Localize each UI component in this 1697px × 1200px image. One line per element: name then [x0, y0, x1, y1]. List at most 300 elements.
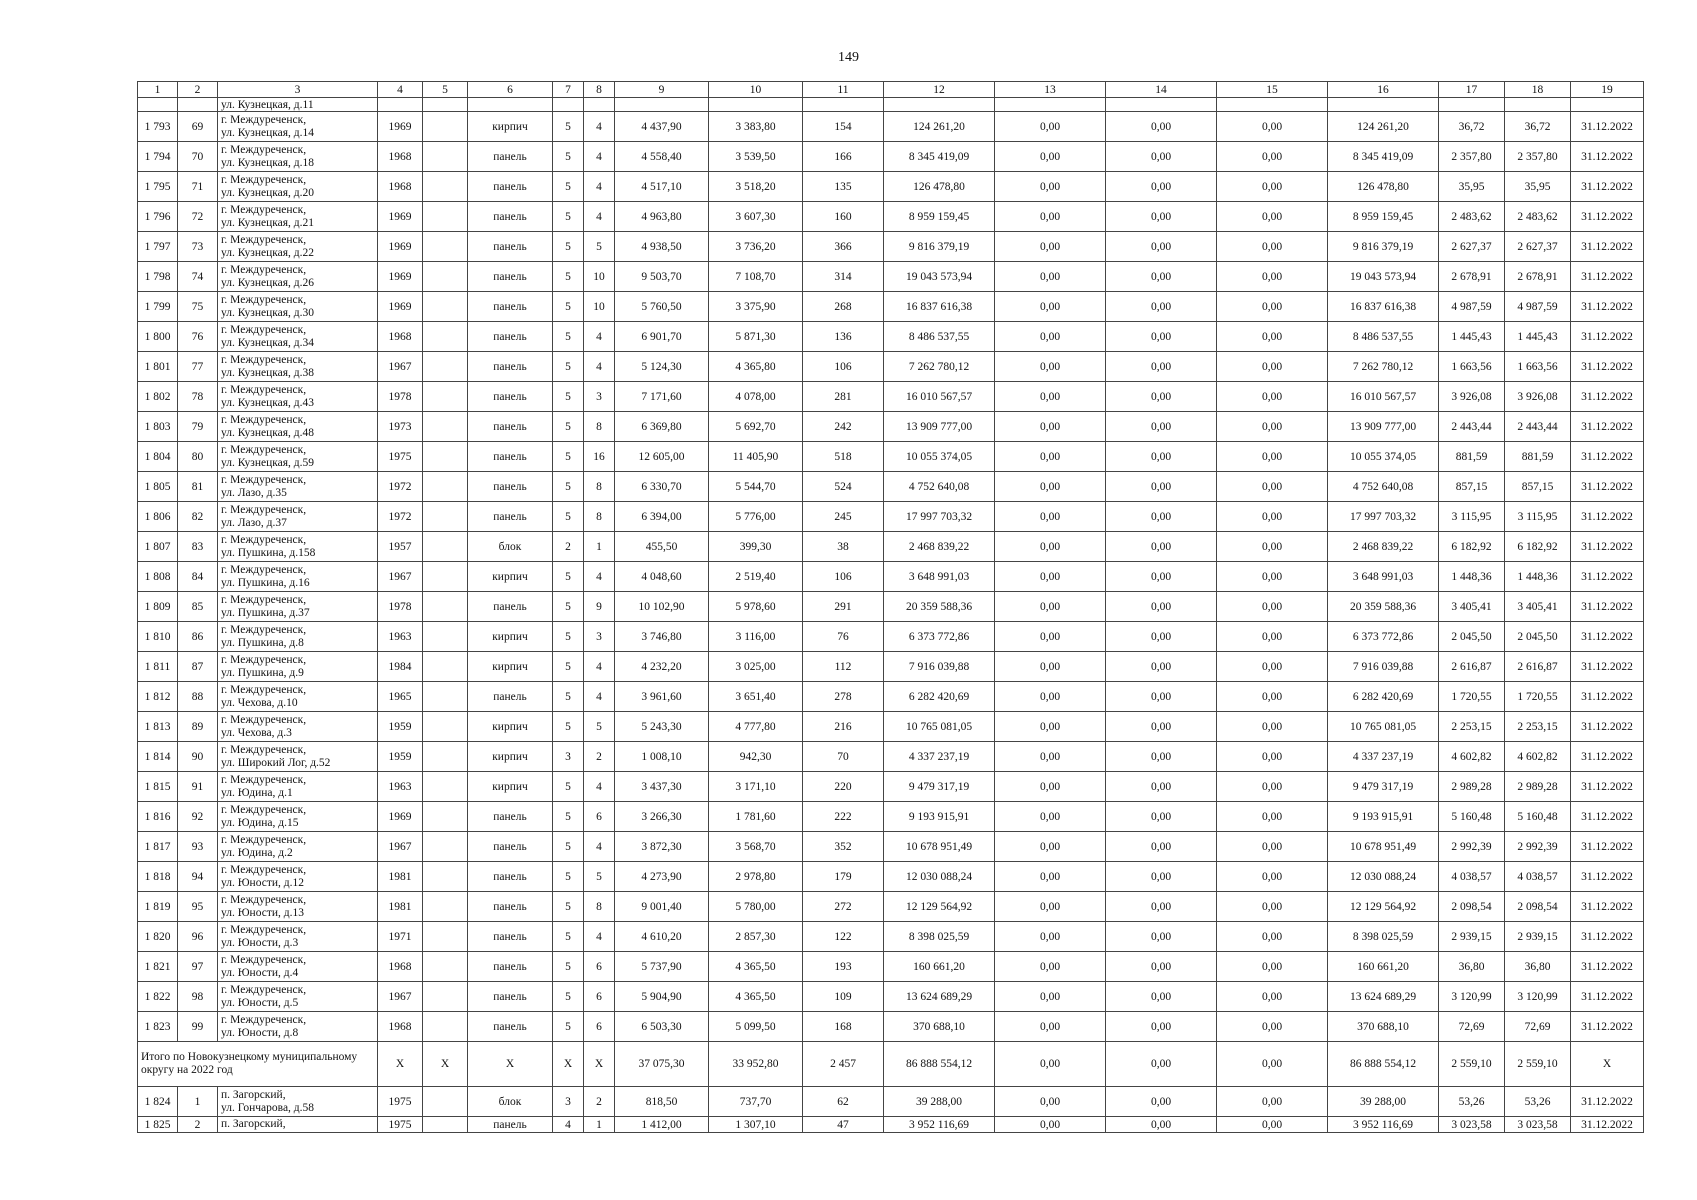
unit-cost-cell: 857,15 — [1439, 472, 1505, 502]
living-area-cell: 7 108,70 — [709, 262, 803, 292]
year-built-cell: 1972 — [378, 502, 423, 532]
local-number-cell: 87 — [178, 652, 218, 682]
floors-cell: 5 — [553, 982, 584, 1012]
wall-material-cell: панель — [468, 862, 553, 892]
total-area-cell: 10 102,90 — [615, 592, 709, 622]
wall-material-cell: панель — [468, 952, 553, 982]
row-number-cell: 1 823 — [138, 1012, 178, 1042]
cost-local-cell: 0,00 — [1217, 262, 1328, 292]
entrances-cell: 9 — [584, 592, 615, 622]
residents-cell: 136 — [803, 322, 884, 352]
cost-local-cell: 0,00 — [1217, 802, 1328, 832]
unit-cost-cell: 2 992,39 — [1439, 832, 1505, 862]
cost-owners-cell: 8 959 159,45 — [1328, 202, 1439, 232]
row-number-cell: 1 793 — [138, 112, 178, 142]
cost-regional-cell: 0,00 — [1106, 892, 1217, 922]
local-number-cell: 79 — [178, 412, 218, 442]
address-city: г. Междуреченск, — [221, 983, 307, 996]
col-5-cell — [423, 1087, 468, 1117]
cost-total-cell: 2 468 839,22 — [884, 532, 995, 562]
unit-cost-cell: 1 663,56 — [1439, 352, 1505, 382]
max-unit-cost-cell: 36,72 — [1505, 112, 1571, 142]
entrances-cell: 3 — [584, 382, 615, 412]
table-row — [138, 1087, 1644, 1117]
address-cell — [218, 1117, 378, 1133]
residents-cell: 106 — [803, 352, 884, 382]
cost-federal-cell: 0,00 — [995, 472, 1106, 502]
total-area-cell: 4 517,10 — [615, 172, 709, 202]
year-built-cell: 1978 — [378, 382, 423, 412]
table-row — [138, 502, 1644, 532]
address-cell — [218, 172, 378, 202]
address-city: г. Междуреченск, — [221, 1013, 307, 1026]
column-number-5: 5 — [423, 82, 468, 98]
cost-regional-cell: 0,00 — [1106, 682, 1217, 712]
cost-federal-cell: 0,00 — [995, 412, 1106, 442]
total-area-cell: 4 610,20 — [615, 922, 709, 952]
table-row — [138, 562, 1644, 592]
deadline-cell: 31.12.2022 — [1571, 682, 1644, 712]
deadline-cell: 31.12.2022 — [1571, 922, 1644, 952]
local-number-cell: 73 — [178, 232, 218, 262]
address-street: ул. Кузнецкая, д.30 — [221, 306, 315, 319]
empty-cell — [1439, 98, 1505, 112]
cost-owners-cell: 126 478,80 — [1328, 172, 1439, 202]
column-number-19: 19 — [1571, 82, 1644, 98]
address-city: г. Междуреченск, — [221, 383, 307, 396]
deadline-cell: 31.12.2022 — [1571, 262, 1644, 292]
address-cell — [218, 442, 378, 472]
cost-federal-cell: 0,00 — [995, 832, 1106, 862]
cost-owners-cell: 8 345 419,09 — [1328, 142, 1439, 172]
address-street: ул. Юности, д.3 — [221, 936, 299, 949]
residents-cell: 122 — [803, 922, 884, 952]
floors-cell: 5 — [553, 112, 584, 142]
deadline-cell: 31.12.2022 — [1571, 472, 1644, 502]
total-area-cell: 4 232,20 — [615, 652, 709, 682]
local-number-cell: 97 — [178, 952, 218, 982]
cost-local-cell: 0,00 — [1217, 322, 1328, 352]
cost-federal-cell: 0,00 — [995, 442, 1106, 472]
wall-material-cell: панель — [468, 922, 553, 952]
max-unit-cost-cell: 2 939,15 — [1505, 922, 1571, 952]
address-cell — [218, 262, 378, 292]
local-number-cell: 72 — [178, 202, 218, 232]
col-5-cell — [423, 292, 468, 322]
cost-regional-cell: 0,00 — [1106, 442, 1217, 472]
empty-cell — [995, 98, 1106, 112]
cost-local-cell: 0,00 — [1217, 382, 1328, 412]
table-row — [138, 1012, 1644, 1042]
unit-cost-cell: 2 989,28 — [1439, 772, 1505, 802]
local-number-cell: 95 — [178, 892, 218, 922]
entrances-cell: 8 — [584, 472, 615, 502]
cost-federal-cell: 0,00 — [995, 502, 1106, 532]
year-built-cell: 1969 — [378, 292, 423, 322]
residents-cell: 268 — [803, 292, 884, 322]
empty-cell — [1106, 98, 1217, 112]
living-area-cell: 3 116,00 — [709, 622, 803, 652]
empty-cell — [615, 98, 709, 112]
max-unit-cost-cell: 2 098,54 — [1505, 892, 1571, 922]
living-area-cell: 1 307,10 — [709, 1117, 803, 1133]
wall-material-cell: панель — [468, 502, 553, 532]
max-unit-cost-cell: 53,26 — [1505, 1087, 1571, 1117]
total-floors-cell: X — [553, 1042, 584, 1087]
cost-federal-cell: 0,00 — [995, 862, 1106, 892]
local-number-cell: 80 — [178, 442, 218, 472]
row-number-cell: 1 811 — [138, 652, 178, 682]
floors-cell: 5 — [553, 652, 584, 682]
deadline-cell: 31.12.2022 — [1571, 172, 1644, 202]
local-number-cell: 88 — [178, 682, 218, 712]
cost-federal-cell: 0,00 — [995, 1012, 1106, 1042]
cost-federal-cell: 0,00 — [995, 922, 1106, 952]
address-city: г. Междуреченск, — [221, 503, 307, 516]
entrances-cell: 6 — [584, 982, 615, 1012]
unit-cost-cell: 1 445,43 — [1439, 322, 1505, 352]
floors-cell: 5 — [553, 832, 584, 862]
row-number-cell: 1 822 — [138, 982, 178, 1012]
housing-register-table — [137, 81, 1644, 1133]
table-row — [138, 712, 1644, 742]
local-number-cell: 74 — [178, 262, 218, 292]
cost-owners-cell: 16 837 616,38 — [1328, 292, 1439, 322]
cost-regional-cell: 0,00 — [1106, 622, 1217, 652]
column-number-18: 18 — [1505, 82, 1571, 98]
residents-cell: 352 — [803, 832, 884, 862]
table-row — [138, 802, 1644, 832]
address-street: ул. Кузнецкая, д.38 — [221, 366, 315, 379]
address-street: ул. Пушкина, д.9 — [221, 666, 304, 679]
residents-cell: 47 — [803, 1117, 884, 1133]
cost-owners-cell: 20 359 588,36 — [1328, 592, 1439, 622]
cost-total-cell: 17 997 703,32 — [884, 502, 995, 532]
entrances-cell: 4 — [584, 352, 615, 382]
address-street: ул. Широкий Лог, д.52 — [221, 756, 331, 769]
continued-row — [138, 98, 1644, 112]
cost-federal-cell: 0,00 — [995, 382, 1106, 412]
wall-material-cell: панель — [468, 292, 553, 322]
deadline-cell: 31.12.2022 — [1571, 832, 1644, 862]
column-number-1: 1 — [138, 82, 178, 98]
address-street: ул. Юдина, д.2 — [221, 846, 293, 859]
cost-federal-cell: 0,00 — [995, 232, 1106, 262]
deadline-cell: 31.12.2022 — [1571, 982, 1644, 1012]
residents-cell: 62 — [803, 1087, 884, 1117]
living-area-cell: 5 978,60 — [709, 592, 803, 622]
row-number-cell: 1 795 — [138, 172, 178, 202]
table-row — [138, 352, 1644, 382]
local-number-cell: 96 — [178, 922, 218, 952]
address-street: ул. Кузнецкая, д.43 — [221, 396, 315, 409]
total-deadline-cell: X — [1571, 1042, 1644, 1087]
year-built-cell: 1984 — [378, 652, 423, 682]
cost-total-cell: 3 648 991,03 — [884, 562, 995, 592]
row-number-cell: 1 825 — [138, 1117, 178, 1133]
address-street: ул. Пушкина, д.8 — [221, 636, 304, 649]
total-area-cell: 6 901,70 — [615, 322, 709, 352]
entrances-cell: 4 — [584, 682, 615, 712]
row-number-cell: 1 810 — [138, 622, 178, 652]
cost-regional-cell: 0,00 — [1106, 562, 1217, 592]
total-area-cell: 9 001,40 — [615, 892, 709, 922]
year-built-cell: 1959 — [378, 712, 423, 742]
deadline-cell: 31.12.2022 — [1571, 202, 1644, 232]
floors-cell: 5 — [553, 292, 584, 322]
address-cell — [218, 772, 378, 802]
cost-total-cell: 20 359 588,36 — [884, 592, 995, 622]
col-5-cell — [423, 952, 468, 982]
address-cell — [218, 562, 378, 592]
wall-material-cell: кирпич — [468, 742, 553, 772]
cost-federal-cell: 0,00 — [995, 172, 1106, 202]
floors-cell: 5 — [553, 862, 584, 892]
floors-cell: 5 — [553, 472, 584, 502]
cost-local-cell: 0,00 — [1217, 772, 1328, 802]
empty-cell — [1505, 98, 1571, 112]
living-area-cell: 2 857,30 — [709, 922, 803, 952]
row-number-cell: 1 800 — [138, 322, 178, 352]
address-city: п. Загорский, — [221, 1118, 286, 1130]
cost-total-cell: 4 752 640,08 — [884, 472, 995, 502]
local-number-cell: 81 — [178, 472, 218, 502]
column-number-13: 13 — [995, 82, 1106, 98]
column-number-11: 11 — [803, 82, 884, 98]
address-street: ул. Пушкина, д.16 — [221, 576, 310, 589]
col-5-cell — [423, 442, 468, 472]
floors-cell: 5 — [553, 772, 584, 802]
address-city: г. Междуреченск, — [221, 713, 307, 726]
floors-cell: 5 — [553, 202, 584, 232]
total-area-cell: 12 605,00 — [615, 442, 709, 472]
local-number-cell: 85 — [178, 592, 218, 622]
cost-owners-cell: 370 688,10 — [1328, 1012, 1439, 1042]
max-unit-cost-cell: 2 678,91 — [1505, 262, 1571, 292]
address-street: ул. Кузнецкая, д.22 — [221, 246, 315, 259]
address-city: г. Междуреченск, — [221, 143, 307, 156]
total-area-cell: 5 904,90 — [615, 982, 709, 1012]
local-number-cell: 77 — [178, 352, 218, 382]
residents-cell: 166 — [803, 142, 884, 172]
local-number-cell: 71 — [178, 172, 218, 202]
living-area-cell: 3 736,20 — [709, 232, 803, 262]
address-city: г. Междуреченск, — [221, 443, 307, 456]
total-unit-cost-cell: 2 559,10 — [1439, 1042, 1505, 1087]
local-number-cell: 90 — [178, 742, 218, 772]
total-wall-material-cell: X — [468, 1042, 553, 1087]
living-area-cell: 5 692,70 — [709, 412, 803, 442]
deadline-cell: 31.12.2022 — [1571, 712, 1644, 742]
cost-total-cell: 9 193 915,91 — [884, 802, 995, 832]
col-5-cell — [423, 922, 468, 952]
year-built-cell: 1963 — [378, 772, 423, 802]
entrances-cell: 5 — [584, 862, 615, 892]
max-unit-cost-cell: 3 115,95 — [1505, 502, 1571, 532]
year-built-cell: 1975 — [378, 1087, 423, 1117]
address-city: г. Междуреченск, — [221, 473, 307, 486]
column-number-9: 9 — [615, 82, 709, 98]
unit-cost-cell: 2 253,15 — [1439, 712, 1505, 742]
total-row — [138, 1042, 1644, 1087]
cost-federal-cell: 0,00 — [995, 322, 1106, 352]
deadline-cell: 31.12.2022 — [1571, 1117, 1644, 1133]
page-number: 149 — [838, 50, 859, 65]
address-cell — [218, 1012, 378, 1042]
cost-owners-cell: 6 373 772,86 — [1328, 622, 1439, 652]
address-city: г. Междуреченск, — [221, 863, 307, 876]
unit-cost-cell: 2 045,50 — [1439, 622, 1505, 652]
cost-local-cell: 0,00 — [1217, 862, 1328, 892]
cost-owners-cell: 19 043 573,94 — [1328, 262, 1439, 292]
address-city: г. Междуреченск, — [221, 893, 307, 906]
col-5-cell — [423, 892, 468, 922]
col-5-cell — [423, 172, 468, 202]
col-5-cell — [423, 742, 468, 772]
table-row — [138, 862, 1644, 892]
total-area-cell: 7 171,60 — [615, 382, 709, 412]
living-area-cell: 3 539,50 — [709, 142, 803, 172]
column-number-3: 3 — [218, 82, 378, 98]
entrances-cell: 4 — [584, 832, 615, 862]
residents-cell: 160 — [803, 202, 884, 232]
cost-regional-cell: 0,00 — [1106, 952, 1217, 982]
deadline-cell: 31.12.2022 — [1571, 232, 1644, 262]
cost-owners-cell: 8 486 537,55 — [1328, 322, 1439, 352]
local-number-cell: 78 — [178, 382, 218, 412]
deadline-cell: 31.12.2022 — [1571, 142, 1644, 172]
column-number-15: 15 — [1217, 82, 1328, 98]
address-street: ул. Пушкина, д.37 — [221, 606, 310, 619]
deadline-cell: 31.12.2022 — [1571, 802, 1644, 832]
floors-cell: 5 — [553, 892, 584, 922]
cost-local-cell: 0,00 — [1217, 622, 1328, 652]
col-5-cell — [423, 262, 468, 292]
entrances-cell: 6 — [584, 1012, 615, 1042]
table-row — [138, 592, 1644, 622]
total-area-cell: 4 273,90 — [615, 862, 709, 892]
cost-local-cell: 0,00 — [1217, 1012, 1328, 1042]
residents-cell: 366 — [803, 232, 884, 262]
address-street: ул. Лазо, д.35 — [221, 486, 287, 499]
unit-cost-cell: 1 720,55 — [1439, 682, 1505, 712]
deadline-cell: 31.12.2022 — [1571, 322, 1644, 352]
total-area-cell: 5 737,90 — [615, 952, 709, 982]
cost-regional-cell: 0,00 — [1106, 802, 1217, 832]
cost-local-cell: 0,00 — [1217, 172, 1328, 202]
row-number-cell: 1 796 — [138, 202, 178, 232]
cost-owners-cell: 13 909 777,00 — [1328, 412, 1439, 442]
floors-cell: 3 — [553, 742, 584, 772]
cost-total-cell: 8 486 537,55 — [884, 322, 995, 352]
cost-local-cell: 0,00 — [1217, 472, 1328, 502]
address-street: ул. Юности, д.5 — [221, 996, 299, 1009]
row-number-cell: 1 809 — [138, 592, 178, 622]
total-area-cell: 6 369,80 — [615, 412, 709, 442]
cost-local-cell: 0,00 — [1217, 592, 1328, 622]
cost-total-cell: 160 661,20 — [884, 952, 995, 982]
empty-cell — [803, 98, 884, 112]
cost-owners-cell: 12 030 088,24 — [1328, 862, 1439, 892]
cost-owners-cell: 10 055 374,05 — [1328, 442, 1439, 472]
address-cell — [218, 232, 378, 262]
cost-regional-cell: 0,00 — [1106, 592, 1217, 622]
address-city: г. Междуреченск, — [221, 173, 307, 186]
address-cell — [218, 472, 378, 502]
wall-material-cell: панель — [468, 592, 553, 622]
cost-local-cell: 0,00 — [1217, 1117, 1328, 1133]
wall-material-cell: панель — [468, 262, 553, 292]
cost-local-cell: 0,00 — [1217, 202, 1328, 232]
max-unit-cost-cell: 2 357,80 — [1505, 142, 1571, 172]
deadline-cell: 31.12.2022 — [1571, 292, 1644, 322]
cost-owners-cell: 13 624 689,29 — [1328, 982, 1439, 1012]
unit-cost-cell: 3 115,95 — [1439, 502, 1505, 532]
year-built-cell: 1975 — [378, 1117, 423, 1133]
entrances-cell: 2 — [584, 1087, 615, 1117]
unit-cost-cell: 2 443,44 — [1439, 412, 1505, 442]
address-street: ул. Гончарова, д.58 — [221, 1101, 315, 1114]
cost-regional-cell: 0,00 — [1106, 232, 1217, 262]
total-col-5-cell: X — [423, 1042, 468, 1087]
cost-federal-cell: 0,00 — [995, 112, 1106, 142]
entrances-cell: 16 — [584, 442, 615, 472]
total-area-cell: 3 746,80 — [615, 622, 709, 652]
empty-cell — [423, 98, 468, 112]
wall-material-cell: панель — [468, 442, 553, 472]
cost-regional-cell: 0,00 — [1106, 292, 1217, 322]
wall-material-cell: панель — [468, 802, 553, 832]
floors-cell: 5 — [553, 952, 584, 982]
entrances-cell: 4 — [584, 112, 615, 142]
cost-federal-cell: 0,00 — [995, 532, 1106, 562]
address-street: ул. Чехова, д.3 — [221, 726, 292, 739]
residents-cell: 272 — [803, 892, 884, 922]
living-area-cell: 5 544,70 — [709, 472, 803, 502]
table-row — [138, 1117, 1644, 1133]
year-built-cell: 1968 — [378, 172, 423, 202]
unit-cost-cell: 2 357,80 — [1439, 142, 1505, 172]
wall-material-cell: панель — [468, 682, 553, 712]
table-row — [138, 412, 1644, 442]
total-total-area-cell: 37 075,30 — [615, 1042, 709, 1087]
year-built-cell: 1969 — [378, 802, 423, 832]
max-unit-cost-cell: 36,80 — [1505, 952, 1571, 982]
total-area-cell: 3 872,30 — [615, 832, 709, 862]
address-cell — [218, 952, 378, 982]
empty-cell — [378, 98, 423, 112]
address-city: г. Междуреченск, — [221, 743, 307, 756]
cost-total-cell: 8 345 419,09 — [884, 142, 995, 172]
local-number-cell: 94 — [178, 862, 218, 892]
column-number-12: 12 — [884, 82, 995, 98]
floors-cell: 5 — [553, 382, 584, 412]
year-built-cell: 1981 — [378, 862, 423, 892]
address-city: г. Междуреченск, — [221, 353, 307, 366]
max-unit-cost-cell: 5 160,48 — [1505, 802, 1571, 832]
cost-regional-cell: 0,00 — [1106, 862, 1217, 892]
residents-cell: 291 — [803, 592, 884, 622]
residents-cell: 76 — [803, 622, 884, 652]
wall-material-cell: панель — [468, 322, 553, 352]
residents-cell: 314 — [803, 262, 884, 292]
local-number-cell: 82 — [178, 502, 218, 532]
row-number-cell: 1 794 — [138, 142, 178, 172]
max-unit-cost-cell: 1 663,56 — [1505, 352, 1571, 382]
row-number-cell: 1 805 — [138, 472, 178, 502]
deadline-cell: 31.12.2022 — [1571, 1012, 1644, 1042]
unit-cost-cell: 2 483,62 — [1439, 202, 1505, 232]
